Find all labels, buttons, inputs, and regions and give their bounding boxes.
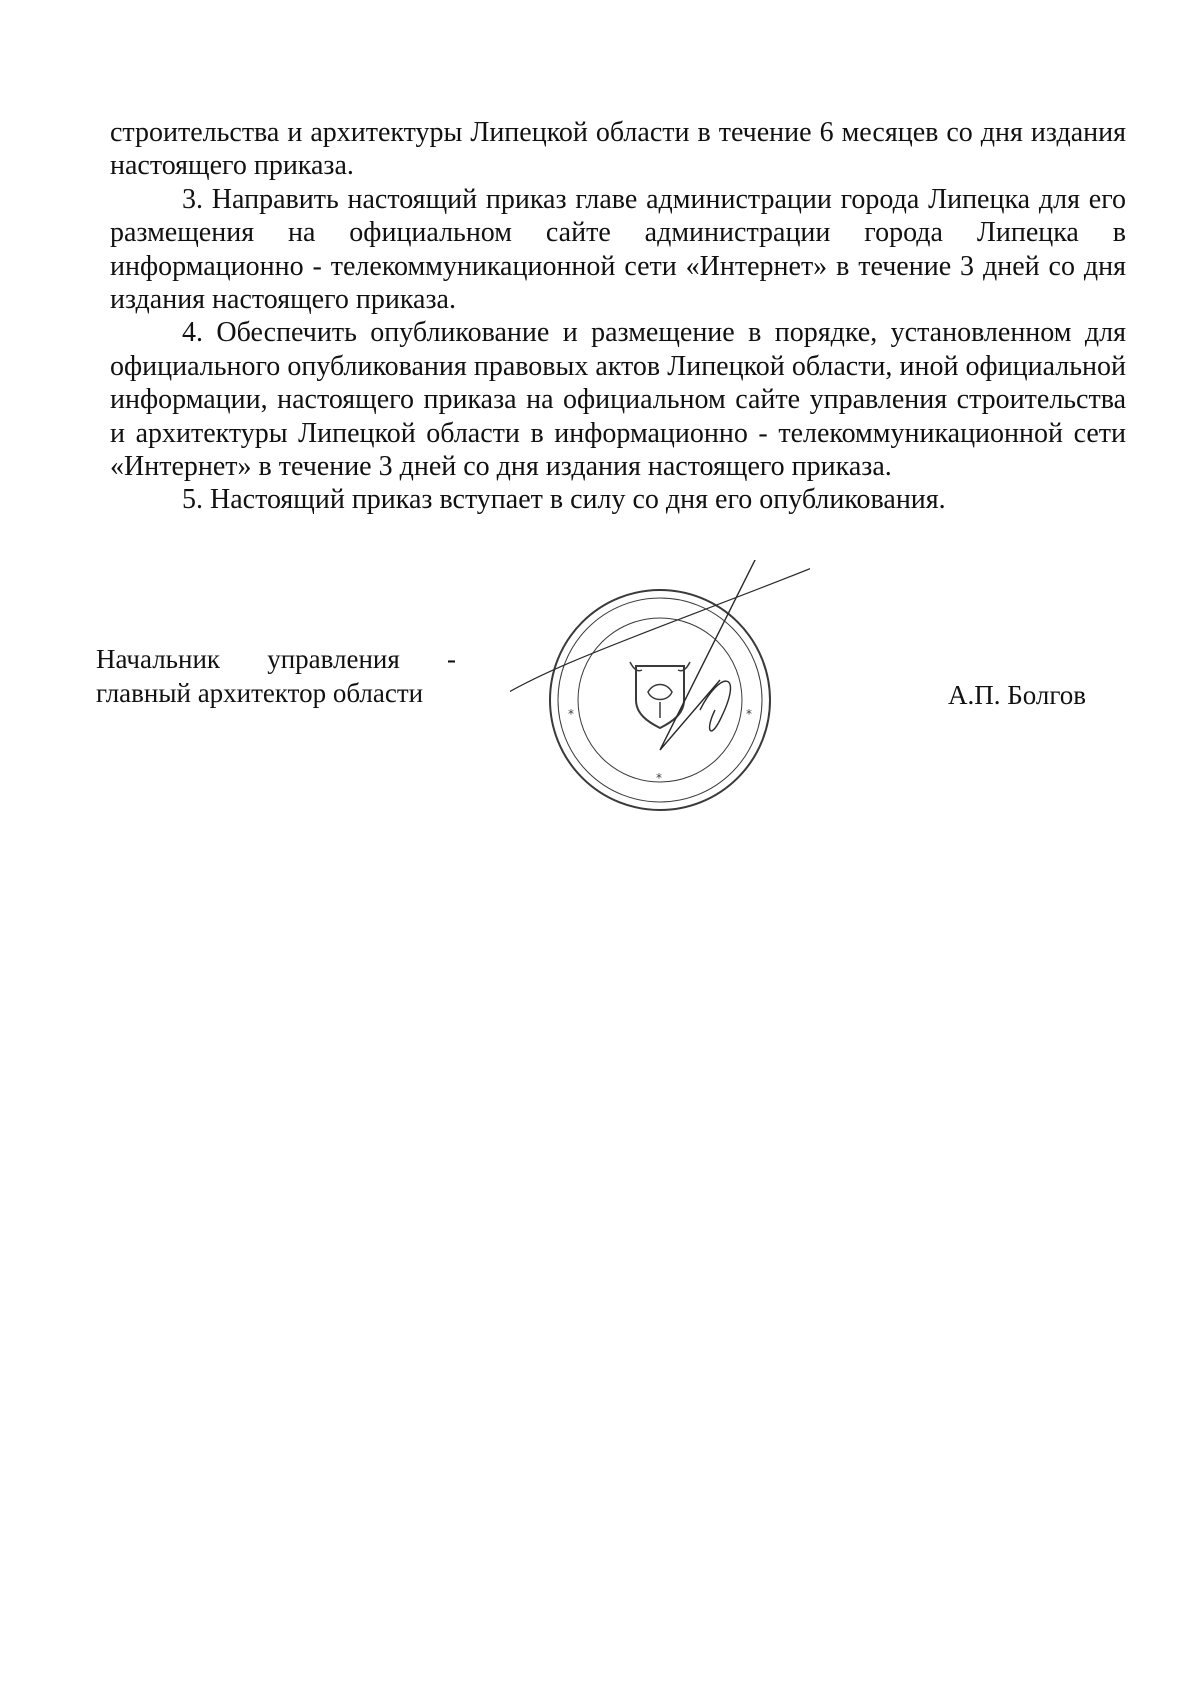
signatory-name: А.П. Болгов: [948, 680, 1087, 710]
svg-text:*: *: [568, 707, 574, 721]
position-dash: -: [447, 644, 456, 674]
position-line-2: главный архитектор области: [96, 678, 424, 708]
coat-of-arms-icon: [630, 662, 690, 728]
paragraph-item-3: 3. Направить настоящий приказ главе администрации города Липецка для его размещения на официальном сайте администрации города Липецка в информационно - телекоммуникационной сети «Интернет» в течение 3 дней со дня издания настоящего приказа.: [110, 183, 1126, 316]
svg-text:*: *: [746, 707, 752, 721]
position-word-department: управления: [267, 644, 400, 674]
signatory-position: [96, 642, 456, 710]
paragraph-item-4: 4. Обеспечить опубликование и размещение в порядке, установленном для официального опубликования правовых актов Липецкой области, иной официальной информации, настоящего приказа на официальном сайте управления строительства и архитектуры Липецкой области в информационно - телекоммуникационной сети «Интернет» в течение 3 дней со дня издания настоящего приказа.: [110, 317, 1126, 483]
svg-text:*: *: [656, 771, 662, 785]
position-line-1: [96, 642, 456, 676]
document-body: [110, 116, 1126, 517]
position-word-head: Начальник: [96, 644, 221, 674]
seal-with-signature-icon: [510, 560, 810, 820]
official-seal-stamp: [510, 560, 810, 820]
paragraph-item-5: 5. Настоящий приказ вступает в силу со дня его опубликования.: [182, 484, 946, 516]
paragraph-continuation: строительства и архитектуры Липецкой области в течение 6 месяцев со дня издания настоящего приказа.: [110, 117, 1126, 182]
